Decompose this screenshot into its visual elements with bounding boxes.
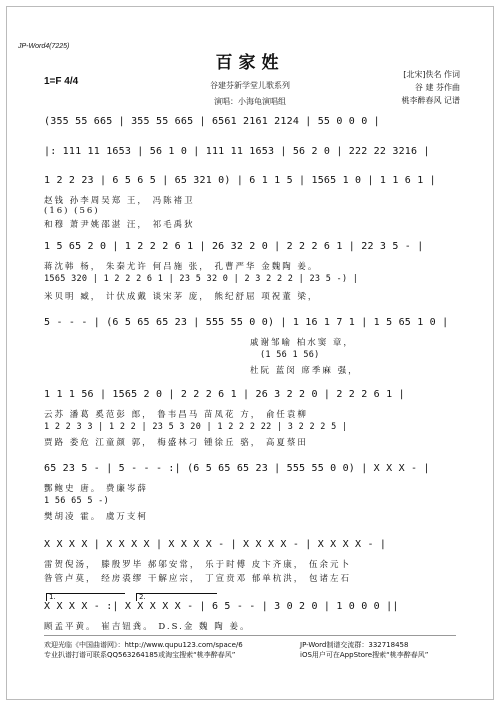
lyric-line: 1 2 2 3 3 | 1 2 2 | 23 5 3 20 | 1 2 2 2 22 | 3 2 2 2 5 | bbox=[44, 422, 348, 432]
footer-right bbox=[300, 640, 428, 660]
lyric-line: 杜阮 蓝闵 席季麻 强， bbox=[250, 366, 359, 376]
lyric-line: 1 56 65 5 -) bbox=[44, 496, 110, 506]
contact-note: 专业扒谱打谱可联系QQ563264185或淘宝搜索“桃李醉春风” bbox=[44, 651, 236, 659]
score-line-9: X X X X - :| X X X X X - | 6 5 - - | 3 0 2 0 | 1 0 0 0 || bbox=[44, 601, 399, 612]
volta-bracket-1 bbox=[46, 593, 125, 601]
lyric-line: 顾孟平黄。 崔吉钮龚。 D.S.金 魏 陶 姜。 bbox=[44, 622, 251, 632]
volta-label: 1. bbox=[49, 593, 56, 601]
appstore-note: iOS用户可在AppStore搜索“桃李醉春风” bbox=[300, 651, 429, 659]
lyric-line: 樊胡凌 霍。 虞万支柯 bbox=[44, 512, 148, 522]
lyric-line: 贾路 娄危 江童颜 郭， 梅盛林刁 锺徐丘 骆， 高夏蔡田 bbox=[44, 438, 308, 448]
score-line-7: 65 23 5 - | 5 - - - :| (6 5 65 65 23 | 555 55 0 0) | X X X - | bbox=[44, 463, 430, 474]
score-line-1: (355 55 665 | 355 55 665 | 6561 2161 2124 | 55 0 0 0 | bbox=[44, 116, 380, 127]
lyric-line: 1565 320 | 1 2 2 2 6 1 | 23 5 32 0 | 2 3 2 2 2 | 23 5 -) | bbox=[44, 274, 359, 284]
lyric-line: 雷贺倪汤， 滕殷罗毕 郝邬安常， 乐于时傅 皮卞齐康， 伍余元卜 bbox=[44, 560, 352, 570]
lyric-line: 云苏 潘葛 奚范彭 郎， 鲁韦昌马 苗凤花 方， 俞任袁柳 bbox=[44, 410, 308, 420]
lyric-line: 蒋沈韩 杨， 朱秦尤许 何吕施 张， 孔曹严华 金魏陶 姜。 bbox=[44, 262, 319, 272]
lyric-line: 酆鲍史 唐。 费廉岑薛 bbox=[44, 484, 148, 494]
volta-label: 2. bbox=[139, 593, 146, 601]
lyric-line: 昝管卢莫， 经房裘缪 干解应宗， 丁宣贲邓 郁单杭洪， 包诸左石 bbox=[44, 574, 352, 584]
series-name: 谷建芬新学堂儿歌系列 bbox=[210, 81, 290, 90]
lyric-line: 米贝明 臧， 计伏成戴 谈宋茅 庞， 熊纪舒屈 项祝董 梁， bbox=[44, 292, 319, 302]
singer-credit: 演唱：小海龟演唱组 bbox=[214, 97, 286, 106]
lyricist-credit: [北宋]佚名 作词 bbox=[403, 70, 460, 79]
volta-bracket-2 bbox=[136, 593, 217, 601]
score-line-8: X X X X | X X X X | X X X X - | X X X X - | X X X X - | bbox=[44, 539, 387, 550]
song-title: 百家姓 bbox=[215, 53, 285, 73]
group-note: JP-Word制谱交流群：332718458 bbox=[300, 641, 409, 649]
lyric-line: (16) (56) bbox=[44, 206, 100, 216]
score-line-4: 1 5 65 2 0 | 1 2 2 2 6 1 | 26 32 2 0 | 2 2 2 6 1 | 22 3 5 - | bbox=[44, 241, 424, 252]
website-link[interactable]: 欢迎光临《中国曲谱网》：http://www.qupu123.com/space/6 bbox=[44, 641, 243, 649]
lyric-line: 戚谢邹喻 柏水窦 章， bbox=[250, 338, 354, 348]
key-signature: 1=F 4/4 bbox=[44, 76, 79, 87]
software-tag: JP-Word4(7225) bbox=[18, 43, 70, 50]
author-credits bbox=[401, 68, 460, 107]
score-line-5: 5 - - - | (6 5 65 65 23 | 555 55 0 0) | 1 16 1 7 1 | 1 5 65 1 0 | bbox=[44, 317, 449, 328]
composer-credit: 谷 建 芬作曲 bbox=[414, 83, 460, 92]
score-line-6: 1 1 1 56 | 1565 2 0 | 2 2 2 6 1 | 26 3 2 2 0 | 2 2 2 6 1 | bbox=[44, 389, 405, 400]
score-line-2: |: 111 11 1653 | 56 1 0 | 111 11 1653 | 56 2 0 | 222 22 3216 | bbox=[44, 146, 430, 157]
lyric-line: 赵钱 孙李周吴郑 王， 冯陈褚卫 bbox=[44, 196, 195, 206]
footer-left bbox=[44, 640, 243, 660]
lyric-line: 和穆 萧尹姚邵湛 汪， 祁毛禹狄 bbox=[44, 220, 195, 230]
transcriber-credit: 桃李醉春风 记谱 bbox=[401, 96, 460, 105]
lyric-line: (1 56 1 56) bbox=[260, 350, 320, 360]
score-line-3: 1 2 2 23 | 6 5 6 5 | 65 321 0) | 6 1 1 5 | 1565 1 0 | 1 1 6 1 | bbox=[44, 175, 436, 186]
footer-divider bbox=[44, 635, 456, 636]
